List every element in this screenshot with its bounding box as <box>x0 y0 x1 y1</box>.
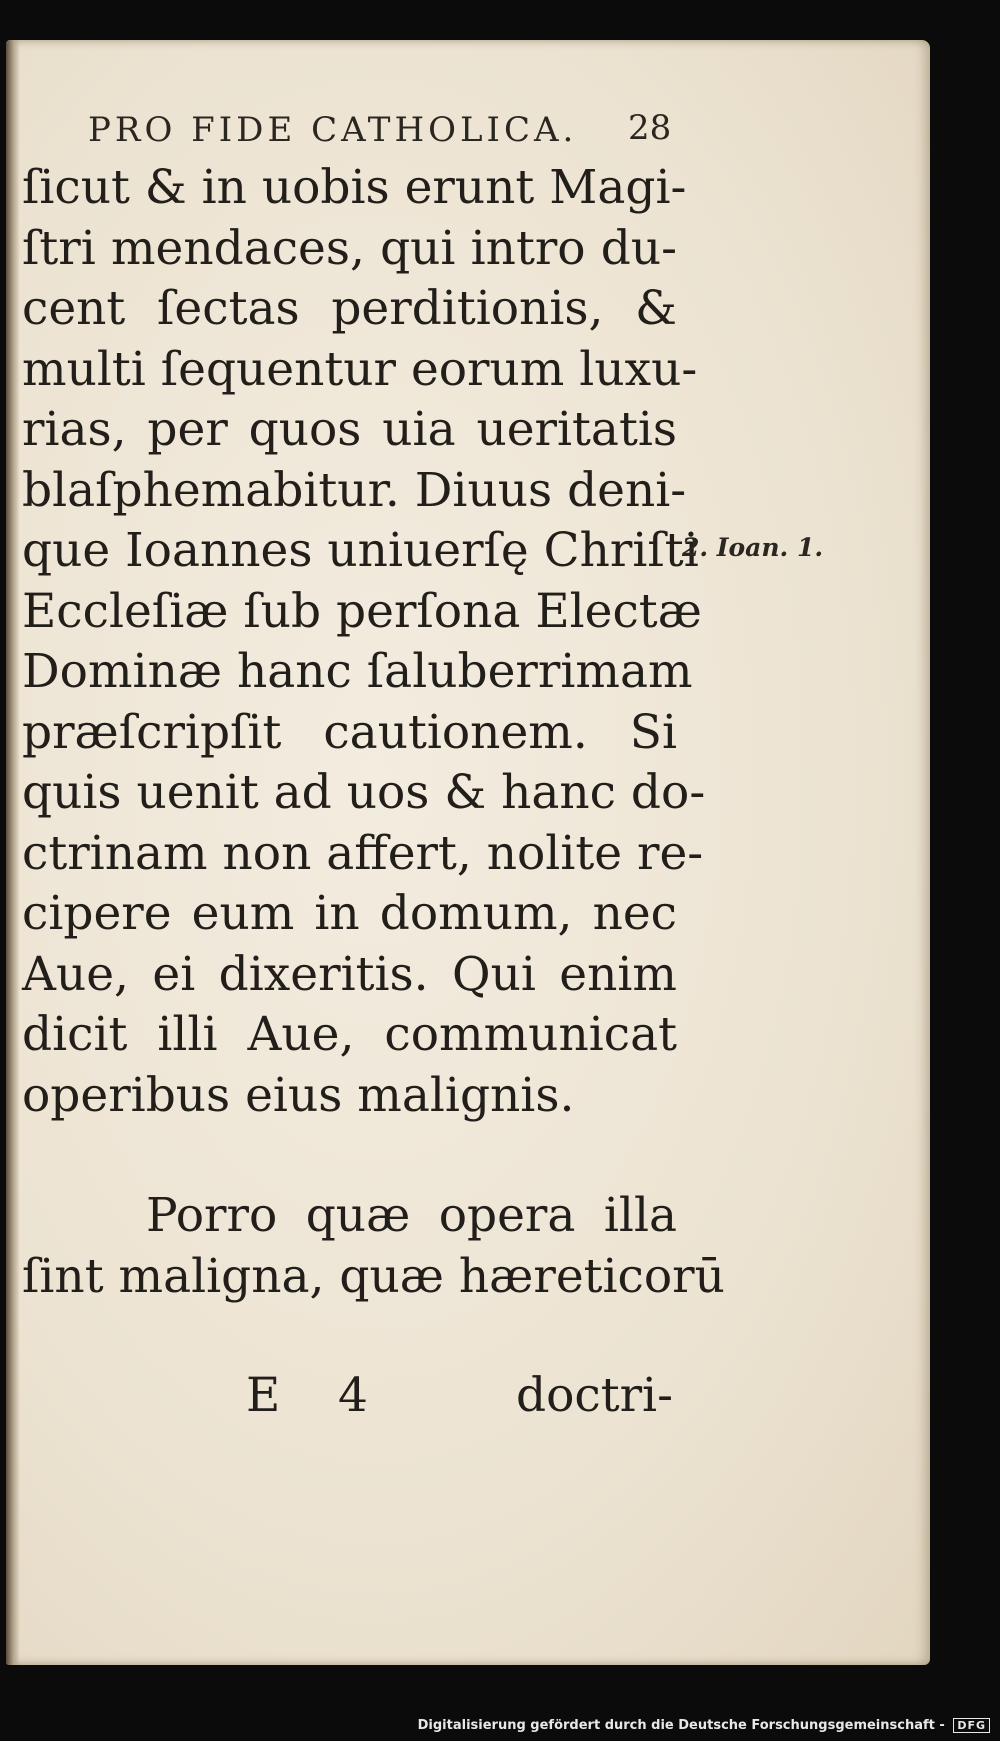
text-line: Aue, ei dixeritis. Qui enim <box>22 946 677 1002</box>
margin-note: 2. Ioan. 1. <box>682 533 824 562</box>
text-line: quis uenit ad uos & hanc do- <box>22 765 706 820</box>
digitization-credit <box>418 1718 990 1733</box>
book-page <box>6 40 930 1665</box>
text-line: ſtri mendaces, qui intro du- <box>22 220 677 276</box>
text-line: multi ſequentur eorum luxu- <box>22 341 698 397</box>
text-line: præſcripſit cautionem. Si <box>22 704 677 760</box>
text-line: que Ioannes uniuerſę Chriſti <box>22 523 699 578</box>
text-line: ſicut & in uobis erunt Magi- <box>22 160 687 215</box>
folio-number: 28 <box>628 108 672 148</box>
body-text <box>22 158 725 1307</box>
text-line: rias, per quos uia ueritatis <box>22 402 677 457</box>
catchword: doctri- <box>516 1368 673 1423</box>
text-line: cipere eum in domum, nec <box>22 886 677 941</box>
page-spine-shadow <box>6 40 20 1665</box>
text-line: Porro quæ opera illa <box>146 1188 677 1243</box>
paragraph-gap <box>22 1126 677 1186</box>
text-line: cent ſectas perditionis, & <box>22 281 677 336</box>
text-line: ſint maligna, quæ hæreticorū <box>22 1248 725 1304</box>
dfg-logo: DFG <box>953 1718 990 1733</box>
credit-text: Digitalisierung gefördert durch die Deutsche Forschungsgemeinschaft - <box>417 1718 945 1733</box>
text-line: blaſphemabitur. Diuus deni- <box>22 462 687 518</box>
signature-mark: E <box>246 1368 281 1423</box>
text-line: Eccleſiæ ſub perſona Electæ <box>22 583 702 639</box>
text-line: Dominæ hanc ſaluberrimam <box>22 644 693 699</box>
text-line: operibus eius malignis. <box>22 1067 575 1123</box>
signature-number: 4 <box>338 1368 368 1423</box>
running-title: PRO FIDE CATHOLICA. <box>88 110 578 150</box>
text-line: ctrinam non affert, nolite re- <box>22 825 704 881</box>
text-line: dicit illi Aue, communicat <box>22 1007 677 1062</box>
